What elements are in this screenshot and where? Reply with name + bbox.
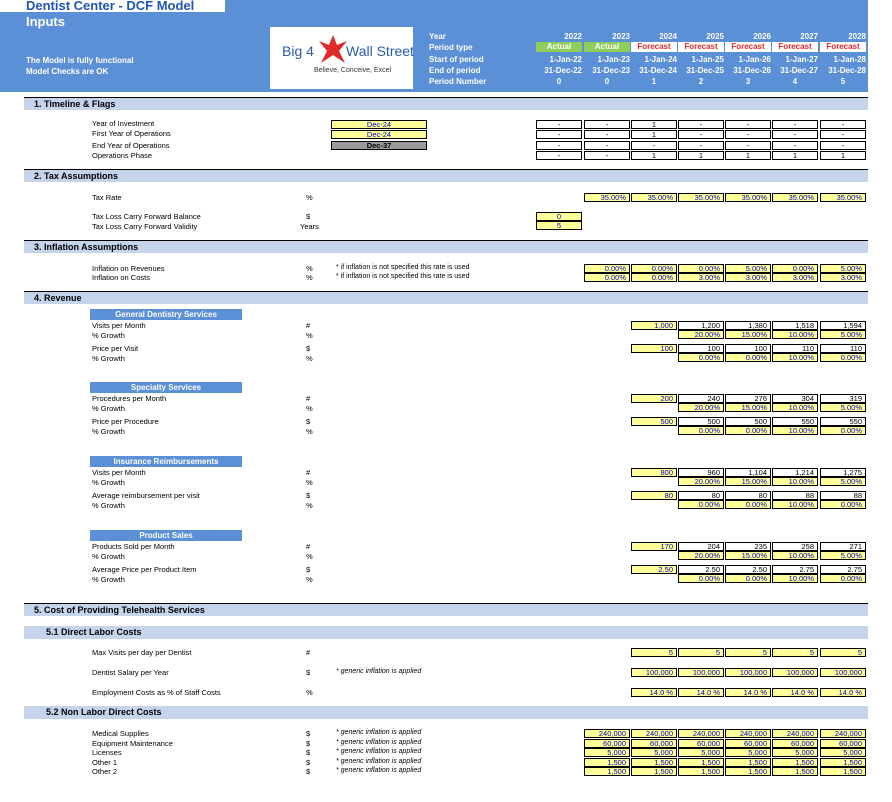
- flag-cell: -: [536, 141, 582, 150]
- inflation-revenue-cell[interactable]: 5.00%: [725, 264, 771, 273]
- label-volume: Procedures per Month: [92, 394, 167, 403]
- volume-growth-cell[interactable]: 5.00%: [820, 330, 866, 339]
- label-price-growth: % Growth: [92, 427, 125, 436]
- header-year-3: 2025: [706, 32, 724, 41]
- volume-growth-cell[interactable]: 10.00%: [772, 330, 818, 339]
- unit-volume-growth: %: [306, 478, 313, 487]
- model-status: The Model is fully functional: [26, 56, 134, 65]
- unit-direct-labor: #: [306, 648, 311, 657]
- label-inflation-revenues: Inflation on Revenues: [92, 264, 165, 273]
- period-type-1: Actual: [584, 42, 630, 52]
- flag-cell: 1: [820, 151, 866, 160]
- unit-price: $: [306, 417, 311, 426]
- volume-growth-cell[interactable]: 15.00%: [725, 330, 771, 339]
- non-labor-cell[interactable]: 60,000: [820, 739, 866, 748]
- flag-cell: -: [584, 151, 630, 160]
- unit-non-labor: $: [306, 767, 311, 777]
- volume-cell: 1,518: [772, 321, 818, 330]
- volume-cell: 258: [772, 542, 818, 551]
- volume-cell: 271: [820, 542, 866, 551]
- header-label-start: Start of period: [429, 55, 484, 64]
- input-volume-base[interactable]: 800: [631, 468, 677, 477]
- price-cell: 500: [725, 417, 771, 426]
- direct-labor-cell[interactable]: 14.0 %: [725, 688, 771, 697]
- volume-cell: 240: [678, 394, 724, 403]
- tax-rate-cell[interactable]: 35.00%: [584, 193, 630, 202]
- price-growth-cell[interactable]: 0.00%: [820, 500, 866, 509]
- unit-price: $: [306, 491, 311, 500]
- unit-tlcf-validity: Years: [300, 222, 319, 231]
- price-growth-cell[interactable]: 0.00%: [678, 500, 724, 509]
- label-volume: Products Sold per Month: [92, 542, 175, 551]
- logo-text-left: Big 4: [282, 43, 314, 59]
- price-growth-cell[interactable]: 0.00%: [725, 426, 771, 435]
- unit-volume-growth: %: [306, 552, 313, 561]
- flag-cell: -: [820, 130, 866, 139]
- non-labor-cell[interactable]: 1,500: [820, 758, 866, 767]
- inflation-cost-cell[interactable]: 0.00%: [631, 273, 677, 282]
- note-non-labor: * generic inflation is applied: [336, 748, 422, 756]
- flag-cell: -: [820, 141, 866, 150]
- input-price-base[interactable]: 100: [631, 344, 677, 353]
- price-cell: 2.50: [725, 565, 771, 574]
- non-labor-cell[interactable]: 240,000: [725, 729, 771, 738]
- direct-labor-cell[interactable]: 14.0 %: [631, 688, 677, 697]
- direct-labor-cell[interactable]: 5: [725, 648, 771, 657]
- header-end-5: 31-Dec-27: [780, 66, 818, 75]
- price-growth-cell[interactable]: 0.00%: [820, 426, 866, 435]
- volume-cell: 960: [678, 468, 724, 477]
- model-title: Dentist Center - DCF Model: [26, 0, 195, 13]
- non-labor-cell[interactable]: 240,000: [772, 729, 818, 738]
- flag-cell: -: [584, 130, 630, 139]
- input-end-year-operations[interactable]: Dec-37: [331, 141, 427, 150]
- label-tlcf-balance: Tax Loss Carry Forward Balance: [92, 212, 201, 221]
- flag-cell: 1: [631, 120, 677, 129]
- label-inflation-costs: Inflation on Costs: [92, 273, 150, 282]
- label-price: Price per Visit: [92, 344, 139, 353]
- section-revenue: 4. Revenue: [24, 291, 868, 304]
- non-labor-cell[interactable]: 1,500: [678, 758, 724, 767]
- flag-cell: -: [772, 130, 818, 139]
- flag-cell: -: [584, 141, 630, 150]
- unit-volume-growth: %: [306, 404, 313, 413]
- unit-volume: #: [306, 542, 311, 551]
- non-labor-cell[interactable]: 240,000: [631, 729, 677, 738]
- price-growth-cell[interactable]: 10.00%: [772, 500, 818, 509]
- non-labor-cell[interactable]: 1,500: [725, 758, 771, 767]
- revenue-block-title: Product Sales: [90, 530, 242, 541]
- price-cell: 110: [820, 344, 866, 353]
- section-non-labor: 5.2 Non Labor Direct Costs: [24, 706, 868, 719]
- price-growth-cell[interactable]: 0.00%: [725, 574, 771, 583]
- revenue-block-title: Specialty Services: [90, 382, 242, 393]
- header-label-period-type: Period type: [429, 43, 473, 52]
- non-labor-cell[interactable]: 5,000: [772, 748, 818, 757]
- label-volume-growth: % Growth: [92, 552, 125, 561]
- header-start-2: 1-Jan-24: [644, 55, 677, 64]
- volume-cell: 1,275: [820, 468, 866, 477]
- price-growth-cell[interactable]: 0.00%: [725, 353, 771, 362]
- input-volume-base[interactable]: 200: [631, 394, 677, 403]
- unit-tax-rate: %: [306, 193, 313, 202]
- non-labor-cell[interactable]: 240,000: [820, 729, 866, 738]
- tax-rate-cell[interactable]: 35.00%: [772, 193, 818, 202]
- tax-rate-cell[interactable]: 35.00%: [820, 193, 866, 202]
- inflation-cost-cell[interactable]: 3.00%: [820, 273, 866, 282]
- header-end-0: 31-Dec-22: [544, 66, 582, 75]
- logo-tagline: Believe, Conceive, Excel: [314, 67, 392, 74]
- header-period-number-3: 2: [698, 77, 704, 86]
- label-tlcf-validity: Tax Loss Carry Forward Validity: [92, 222, 198, 231]
- company-logo: [270, 27, 413, 89]
- non-labor-cell[interactable]: 5,000: [631, 748, 677, 757]
- inflation-revenue-cell[interactable]: 0.00%: [631, 264, 677, 273]
- volume-growth-cell[interactable]: 10.00%: [772, 403, 818, 412]
- non-labor-cell[interactable]: 1,500: [631, 758, 677, 767]
- price-cell: 80: [725, 491, 771, 500]
- logo-text-right: Wall Street: [346, 43, 414, 59]
- inflation-cost-cell[interactable]: 0.00%: [584, 273, 630, 282]
- label-volume: Visits per Month: [92, 321, 146, 330]
- note-inflation-costs: * if inflation is not specified this rate is used: [336, 273, 470, 280]
- header-period-number-5: 4: [792, 77, 798, 86]
- note-direct-labor: * generic inflation is applied: [336, 668, 422, 675]
- section-timeline: 1. Timeline & Flags: [24, 97, 868, 110]
- flag-cell: -: [725, 120, 771, 129]
- period-type-3: Forecast: [678, 42, 724, 52]
- unit-price-growth: %: [306, 427, 313, 436]
- price-growth-cell[interactable]: 10.00%: [772, 353, 818, 362]
- header-end-4: 31-Dec-26: [733, 66, 771, 75]
- volume-growth-cell[interactable]: 20.00%: [678, 403, 724, 412]
- volume-growth-cell[interactable]: 10.00%: [772, 477, 818, 486]
- price-cell: 2.50: [678, 565, 724, 574]
- label-non-labor: Other 1: [92, 757, 118, 767]
- period-type-6: Forecast: [820, 42, 866, 52]
- input-price-base[interactable]: 2.50: [631, 565, 677, 574]
- label-direct-labor: Dentist Salary per Year: [92, 668, 169, 677]
- input-volume-base[interactable]: 1,000: [631, 321, 677, 330]
- input-year-of-investment[interactable]: Dec-24: [331, 120, 427, 129]
- label-non-labor: Medical Supplies: [92, 729, 149, 738]
- non-labor-cell[interactable]: 240,000: [584, 729, 630, 738]
- unit-price-growth: %: [306, 501, 313, 510]
- header-period-number-1: 0: [604, 77, 610, 86]
- unit-inflation-costs: %: [306, 273, 313, 282]
- unit-price-growth: %: [306, 575, 313, 584]
- flag-cell: -: [536, 151, 582, 160]
- flag-cell: 1: [631, 151, 677, 160]
- volume-cell: 319: [820, 394, 866, 403]
- flag-cell: -: [584, 120, 630, 129]
- input-price-base[interactable]: 80: [631, 491, 677, 500]
- flag-cell: 1: [678, 151, 724, 160]
- input-price-base[interactable]: 500: [631, 417, 677, 426]
- direct-labor-cell[interactable]: 5: [678, 648, 724, 657]
- non-labor-cell[interactable]: 5,000: [820, 748, 866, 757]
- header-period-number-6: 5: [840, 77, 846, 86]
- inflation-cost-cell[interactable]: 3.00%: [725, 273, 771, 282]
- label-price-growth: % Growth: [92, 354, 125, 363]
- label-tax-rate: Tax Rate: [92, 193, 122, 202]
- unit-volume: #: [306, 321, 311, 330]
- label-volume-growth: % Growth: [92, 404, 125, 413]
- volume-growth-cell[interactable]: 20.00%: [678, 330, 724, 339]
- label-price-growth: % Growth: [92, 501, 125, 510]
- price-cell: 100: [725, 344, 771, 353]
- label-price-growth: % Growth: [92, 575, 125, 584]
- unit-tlcf-balance: $: [306, 212, 311, 221]
- unit-non-labor: $: [306, 738, 311, 748]
- note-non-labor: * generic inflation is applied: [336, 757, 422, 765]
- section-direct-labor: 5.1 Direct Labor Costs: [24, 626, 868, 639]
- unit-non-labor: $: [306, 757, 311, 767]
- header-label-period-number: Period Number: [429, 77, 487, 86]
- header-year-0: 2022: [564, 32, 582, 41]
- price-growth-cell[interactable]: 0.00%: [725, 500, 771, 509]
- volume-growth-cell[interactable]: 20.00%: [678, 477, 724, 486]
- unit-non-labor: $: [306, 729, 311, 738]
- unit-inflation-revenues: %: [306, 264, 313, 273]
- volume-cell: 1,380: [725, 321, 771, 330]
- header-year-6: 2028: [848, 32, 866, 41]
- non-labor-cell[interactable]: 1,500: [820, 767, 866, 776]
- volume-cell: 1,200: [678, 321, 724, 330]
- header-end-1: 31-Dec-23: [592, 66, 630, 75]
- period-type-5: Forecast: [772, 42, 818, 52]
- header-start-6: 1-Jan-28: [833, 55, 866, 64]
- header-label-end: End of period: [429, 66, 481, 75]
- header-period-number-0: 0: [556, 77, 562, 86]
- direct-labor-cell[interactable]: 100,000: [725, 668, 771, 677]
- volume-growth-cell[interactable]: 20.00%: [678, 551, 724, 560]
- flag-cell: -: [678, 130, 724, 139]
- flag-cell: 1: [772, 151, 818, 160]
- header-year-5: 2027: [800, 32, 818, 41]
- input-first-year-operations[interactable]: Dec-24: [331, 130, 427, 139]
- flag-cell: 1: [631, 130, 677, 139]
- flag-cell: -: [678, 120, 724, 129]
- non-labor-cell[interactable]: 1,500: [584, 767, 630, 776]
- input-tlcf-balance[interactable]: 0: [536, 212, 582, 221]
- flag-cell: -: [725, 141, 771, 150]
- model-checks-status: Model Checks are OK: [26, 67, 109, 76]
- direct-labor-cell[interactable]: 5: [820, 648, 866, 657]
- flag-cell: 1: [725, 151, 771, 160]
- flag-cell: -: [631, 141, 677, 150]
- price-cell: 100: [678, 344, 724, 353]
- label-non-labor: Licenses: [92, 748, 122, 758]
- volume-growth-cell[interactable]: 5.00%: [820, 403, 866, 412]
- direct-labor-cell[interactable]: 100,000: [678, 668, 724, 677]
- flag-cell: -: [820, 120, 866, 129]
- non-labor-cell[interactable]: 1,500: [725, 767, 771, 776]
- input-tlcf-validity[interactable]: 5: [536, 221, 582, 230]
- header-end-2: 31-Dec-24: [639, 66, 677, 75]
- price-growth-cell[interactable]: 10.00%: [772, 574, 818, 583]
- label-first-year-operations: First Year of Operations: [92, 129, 171, 138]
- label-direct-labor: Max Visits per day per Dentist: [92, 648, 192, 657]
- sheet-name: Inputs: [26, 14, 65, 29]
- volume-cell: 1,214: [772, 468, 818, 477]
- direct-labor-cell[interactable]: 14.0 %: [678, 688, 724, 697]
- non-labor-cell[interactable]: 60,000: [631, 739, 677, 748]
- unit-non-labor: $: [306, 748, 311, 758]
- section-inflation: 3. Inflation Assumptions: [24, 240, 868, 253]
- flag-cell: -: [536, 130, 582, 139]
- non-labor-cell[interactable]: 60,000: [678, 739, 724, 748]
- section-cost: 5. Cost of Providing Telehealth Services: [24, 603, 868, 616]
- unit-volume: #: [306, 468, 311, 477]
- header-year-4: 2026: [753, 32, 771, 41]
- price-cell: 88: [772, 491, 818, 500]
- period-type-0: Actual: [536, 42, 582, 52]
- label-volume-growth: % Growth: [92, 331, 125, 340]
- unit-volume: #: [306, 394, 311, 403]
- inflation-cost-cell[interactable]: 3.00%: [678, 273, 724, 282]
- header-year-2: 2024: [659, 32, 677, 41]
- price-growth-cell[interactable]: 0.00%: [820, 353, 866, 362]
- label-non-labor: Equipment Maintenance: [92, 738, 173, 748]
- non-labor-cell[interactable]: 1,500: [584, 758, 630, 767]
- price-cell: 2.75: [820, 565, 866, 574]
- label-end-year-operations: End Year of Operations: [92, 141, 170, 150]
- revenue-block-title: General Dentistry Services: [90, 309, 242, 320]
- non-labor-cell[interactable]: 1,500: [772, 758, 818, 767]
- price-cell: 550: [820, 417, 866, 426]
- unit-price: $: [306, 565, 311, 574]
- flag-cell: -: [536, 120, 582, 129]
- price-cell: 80: [678, 491, 724, 500]
- volume-growth-cell[interactable]: 15.00%: [725, 477, 771, 486]
- flag-cell: -: [725, 130, 771, 139]
- volume-growth-cell[interactable]: 15.00%: [725, 403, 771, 412]
- volume-cell: 304: [772, 394, 818, 403]
- price-cell: 110: [772, 344, 818, 353]
- volume-cell: 1,594: [820, 321, 866, 330]
- price-cell: 2.75: [772, 565, 818, 574]
- label-non-labor: Other 2: [92, 767, 118, 777]
- header-start-0: 1-Jan-22: [549, 55, 582, 64]
- eagle-icon: [318, 33, 348, 67]
- label-year-of-investment: Year of Investment: [92, 119, 155, 128]
- tax-rate-cell[interactable]: 35.00%: [631, 193, 677, 202]
- note-inflation-revenues: * if inflation is not specified this rate is used: [336, 264, 470, 271]
- price-growth-cell[interactable]: 0.00%: [820, 574, 866, 583]
- volume-growth-cell[interactable]: 5.00%: [820, 477, 866, 486]
- label-volume: Visits per Month: [92, 468, 146, 477]
- inflation-revenue-cell[interactable]: 5.00%: [820, 264, 866, 273]
- inflation-revenue-cell[interactable]: 0.00%: [772, 264, 818, 273]
- direct-labor-cell[interactable]: 5: [772, 648, 818, 657]
- non-labor-cell[interactable]: 60,000: [584, 739, 630, 748]
- direct-labor-cell[interactable]: 14.0 %: [820, 688, 866, 697]
- volume-cell: 204: [678, 542, 724, 551]
- tax-rate-cell[interactable]: 35.00%: [678, 193, 724, 202]
- non-labor-cell[interactable]: 1,500: [772, 767, 818, 776]
- inflation-revenue-cell[interactable]: 0.00%: [584, 264, 630, 273]
- label-price: Average Price per Product Item: [92, 565, 197, 574]
- non-labor-cell[interactable]: 5,000: [584, 748, 630, 757]
- direct-labor-cell[interactable]: 100,000: [631, 668, 677, 677]
- period-type-4: Forecast: [725, 42, 771, 52]
- flag-cell: -: [772, 120, 818, 129]
- direct-labor-cell[interactable]: 100,000: [820, 668, 866, 677]
- revenue-block-title: Insurance Reimbursements: [90, 456, 242, 467]
- inflation-cost-cell[interactable]: 3.00%: [772, 273, 818, 282]
- volume-growth-cell[interactable]: 15.00%: [725, 551, 771, 560]
- non-labor-cell[interactable]: 1,500: [678, 767, 724, 776]
- header-period-number-2: 1: [651, 77, 657, 86]
- input-volume-base[interactable]: 170: [631, 542, 677, 551]
- flag-cell: -: [772, 141, 818, 150]
- tax-rate-cell[interactable]: 35.00%: [725, 193, 771, 202]
- unit-direct-labor: %: [306, 688, 313, 697]
- label-operations-phase: Operations Phase: [92, 151, 153, 160]
- direct-labor-cell[interactable]: 100,000: [772, 668, 818, 677]
- label-direct-labor: Employment Costs as % of Staff Costs: [92, 688, 221, 697]
- direct-labor-cell[interactable]: 14.0 %: [772, 688, 818, 697]
- volume-cell: 276: [725, 394, 771, 403]
- header-label-year: Year: [429, 32, 446, 41]
- header-end-3: 31-Dec-25: [686, 66, 724, 75]
- header-start-5: 1-Jan-27: [785, 55, 818, 64]
- header-start-1: 1-Jan-23: [597, 55, 630, 64]
- non-labor-cell[interactable]: 1,500: [631, 767, 677, 776]
- label-volume-growth: % Growth: [92, 478, 125, 487]
- label-price: Average reimbursement per visit: [92, 491, 200, 500]
- price-growth-cell[interactable]: 0.00%: [678, 353, 724, 362]
- volume-growth-cell[interactable]: 10.00%: [772, 551, 818, 560]
- unit-volume-growth: %: [306, 331, 313, 340]
- period-type-2: Forecast: [631, 42, 677, 52]
- note-non-labor: * generic inflation is applied: [336, 729, 422, 736]
- price-cell: 550: [772, 417, 818, 426]
- non-labor-cell[interactable]: 60,000: [772, 739, 818, 748]
- price-cell: 500: [678, 417, 724, 426]
- price-cell: 88: [820, 491, 866, 500]
- header-end-6: 31-Dec-28: [828, 66, 866, 75]
- note-non-labor: * generic inflation is applied: [336, 738, 422, 746]
- non-labor-cell[interactable]: 60,000: [725, 739, 771, 748]
- non-labor-cell[interactable]: 5,000: [725, 748, 771, 757]
- label-price: Price per Procedure: [92, 417, 159, 426]
- volume-growth-cell[interactable]: 5.00%: [820, 551, 866, 560]
- unit-price-growth: %: [306, 354, 313, 363]
- header-year-1: 2023: [612, 32, 630, 41]
- volume-cell: 235: [725, 542, 771, 551]
- volume-cell: 1,104: [725, 468, 771, 477]
- inflation-revenue-cell[interactable]: 0.00%: [678, 264, 724, 273]
- section-tax: 2. Tax Assumptions: [24, 169, 868, 182]
- flag-cell: -: [678, 141, 724, 150]
- price-growth-cell[interactable]: 10.00%: [772, 426, 818, 435]
- unit-direct-labor: $: [306, 668, 311, 677]
- non-labor-cell[interactable]: 240,000: [678, 729, 724, 738]
- price-growth-cell[interactable]: 0.00%: [678, 574, 724, 583]
- header-start-4: 1-Jan-26: [738, 55, 771, 64]
- note-non-labor: * generic inflation is applied: [336, 767, 422, 775]
- non-labor-cell[interactable]: 5,000: [678, 748, 724, 757]
- header-start-3: 1-Jan-25: [691, 55, 724, 64]
- header-period-number-4: 3: [745, 77, 751, 86]
- direct-labor-cell[interactable]: 5: [631, 648, 677, 657]
- unit-price: $: [306, 344, 311, 353]
- price-growth-cell[interactable]: 0.00%: [678, 426, 724, 435]
